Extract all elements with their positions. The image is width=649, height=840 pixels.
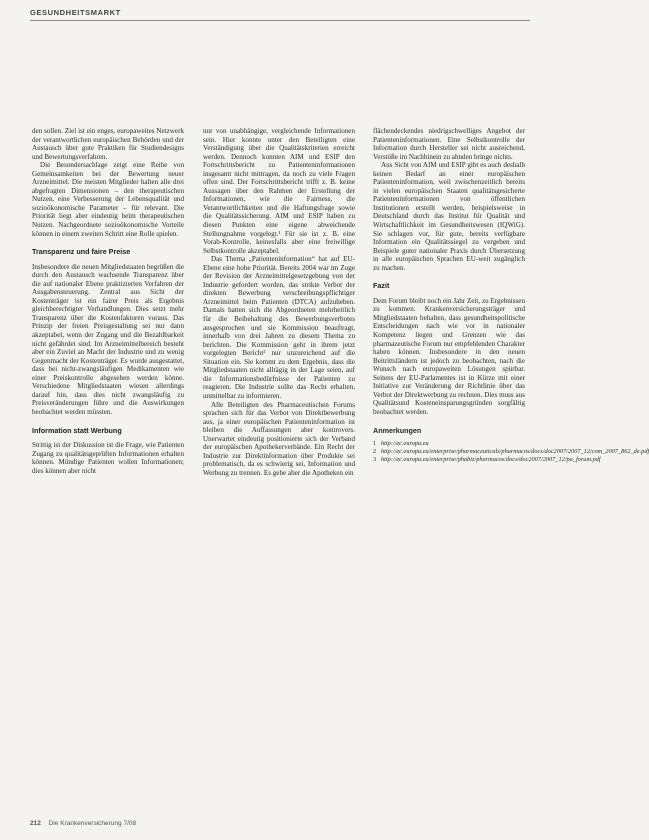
- page-footer: [30, 820, 136, 827]
- journal-name: Die Krankenversicherung 7/08: [48, 820, 137, 827]
- note-number: 1: [373, 440, 377, 448]
- page-header: [0, 0, 560, 24]
- note-item: [373, 455, 601, 464]
- note-link[interactable]: http://ec.europa.eu/enterprise/phabiz/pharmacos/docs/doc2007/2007_12/pa_forum.pdf: [381, 455, 601, 463]
- paragraph: Aus Sicht von AIM und ESIP gibt es auch deshalb keinen Bedarf an einer europäischen Patienteninformation, weil zwischenzeitlich bereits in vielen europäischen Staaten qualitätsgesicherte Patienteninformationen von öffentlichen Institutionen erstellt werden, beispielsweise in Deutschland durch das Institut für Qualität und Wirtschaftlichkeit im Gesundheitswesen (IQWiG). Sie schlagen vor, für gute, bereits verfügbare Information ein Qualitätssiegel zu vergeben und Beispiele guter nationaler Praxis durch Übersetzung in alle europäischen Sprachen EU-weit zugänglich zu machen.: [373, 161, 525, 272]
- column-3: [373, 127, 649, 463]
- section-heading: Transparenz und faire Preise: [32, 247, 131, 257]
- section-heading: Fazit: [373, 281, 390, 291]
- note-number: 2: [373, 447, 377, 455]
- notes-heading: Anmerkungen: [373, 425, 422, 435]
- note-item: [373, 440, 525, 448]
- note-link[interactable]: http://ec.europa.eu: [381, 440, 429, 448]
- paragraph: flächendeckendes niedrigschwelliges Angebot der Patienteninformationen. Eine Selbstkontrolle der Information durch Hersteller sei nicht ausreichend, Verstöße im Nachhinein zu ahnden bringe nichts.: [373, 127, 525, 161]
- paragraph: Insbesondere die neuen Mitgliedstaaten begrüßen die durch den Austausch wachsende Transparenz über die auf nationaler Ebene praktizierten Verfahren der Ausgabensteuerung. Zentral aus Sicht der Kostenträger ist ein fairer Preis als Ergebnis gleichberechtigter Verhandlungen. Dies setzt mehr Transparenz über die Kostenfaktoren voraus. Das Prinzip der freien Preisgestaltung sei nur dann akzeptabel, wenn der Zugang und die Bezahlbarkeit nicht gefährdet sind. Im Arzneimittelbereich besteht aber ein Zuviel an Macht der Industrie und zu wenig Gegenmacht der Kostenträger. Es wurde ausgestattet, dass bei nicht-zwangsläufigen Medikamenten wie einer Preiskontrolle abgesehen werden könne. Verschiedene Mitgliedstaaten wiesen allerdings darauf hin, dass dies nicht zwangsläufig zu Preisveränderungen führe und die Auswirkungen beobachtet werden müssten.: [32, 262, 184, 416]
- notes-list: [373, 440, 649, 463]
- header-rule: [30, 20, 530, 21]
- paragraph: nur von unabhängige, vergleichende Informationen sein. Hier konnte unter den Beteiligten eine Verständigung über die Qualitätskriterien erreicht werden. Dennoch konnten AIM und ESIP den Fortschrittsbericht zu Patienteninformationen insgesamt nicht mittragen, da noch zu viele Fragen offen sind. Der Fortschrittsbericht trifft z. B. keine Aussagen über den Rahmen der Erstellung der Informationen, wie die Fairness, die Verantwortlichkeiten und die Haftungsfrage sowie die Qualitätssicherung. AIM und ESIP haben zu diesen Punkten eine eigene abweichende Stellungnahme vorgelegt.¹ Für sie ist z. B. eine Vorab-Kontrolle, keinesfalls aber eine freiwillige Selbstkontrolle akzeptabel.: [203, 127, 355, 255]
- paragraph: Strittig ist der Diskussion ist die Frage, wie Patienten Zugang zu qualitätsgeprüften Informationen erhalten können. Mündige Patienten wollen Informationen; dies können aber nicht: [32, 441, 184, 475]
- section-heading: Information statt Werbung: [32, 425, 122, 435]
- note-link[interactable]: http://ec.europa.eu/enterprise/pharmaceuticals/pharmacos/docs/doc2007/2007_12/com_2007_862_de.pdf: [381, 447, 649, 455]
- column-2: [203, 127, 355, 477]
- note-item: [373, 447, 649, 456]
- note-number: 3: [373, 455, 377, 463]
- paragraph: Dem Forum bleibt noch ein Jahr Zeit, zu Ergebnissen zu kommen. Krankenversicherungsträger und Mitgliedstaaten behalten, dass gesundheitspolitische Entscheidungen nach wie vor in nationaler Kompetenz liegen und Grenzen wie das pharmazeutische Forum nur empfehlenden Charakter haben können. Insbesondere in den neuen Beitrittsländern ist jedoch zu beobachten, nach die Wunsch nach europaweiten Lösungen spürbar. Seitens der EU-Parlamentes ist in Kürze mit einer Initiative zur Veränderung der Richtlinie über das Verbot der Direktwerbung zu rechnen. Dies muss aus Qualitätsund Kosteneinsparungsgründen sorgfältig beobachtet werden.: [373, 296, 525, 416]
- paragraph: den sollen. Ziel ist ein enges, europaweites Netzwerk der verantwortlichen europäischen Behörden und der Austausch über gute Praktiken für Studiendesigns und Bewertungsverfahren.: [32, 127, 184, 161]
- paragraph: Das Thema „Patienteninformation“ hat auf EU-Ebene eine hohe Priorität. Bereits 2004 war im Zuge der Revision der Arzneimittelgesetzgebung von der Industrie gefordert worden, das strikte Verbot der direkten Bewerbung verschreibungspflichtiger Arzneimittel beim Patienten (DTCA) aufzuheben. Damals hatten sich die Abgeordneten mehrheitlich für die Beibehaltung des Bewerbungsverbotes ausgesprochen und sie Kommission beauftragt, innerhalb von drei Jahren zu diesem Thema zu berichten. Die Kommission geht in ihrem jetzt vorgelegten Bericht² nur unzureichend auf die Situation ein. Sie kommt zu dem Ergebnis, dass die Mitgliedstaaten nicht alltägig in der Lage seien, auf die Informationsbedürfnisse der Patienten zu reagieren. Die Industrie sollte das Recht erhalten, unmittelbar zu informieren.: [203, 255, 355, 400]
- paragraph: Alle Beteiligten des Pharmaceutischen Forums sprachen sich für das Verbot von Direktbewerbung aus, ja einer europäischen Patienteninformation ist bleiben die Auffassungen aber kontrovers. Unerwartet eindeutig positionierte sich der Verband der europäischen Apothekerverbände. Ein Recht der Industrie zur Direktinformation über Produkte sei problematisch, da es schwierig sei, Information und Werbung zu trennen. Es gebe aber die Apotheken ein: [203, 400, 355, 477]
- section-label: GESUNDHEITSMARKT: [30, 8, 121, 17]
- page-number: 212: [30, 820, 41, 827]
- paragraph: Die Besondersachlage zeigt eine Reihe von Gemeinsamkeiten bei der Bewertung neuer Arzneimittel. Die meisten Mitglieder halten alle drei abgefragten Dimensionen – den therapeutischen Nutzen, eine Verbesserung der Lebensqualität und sozioökonomische Parameter – für relevant. Die Priorität liegt aber eindeutig beim therapeutischen Nutzen. Nachgeordnete sozioökonomische Vorteile können in einem zweiten Schritt eine Rolle spielen.: [32, 161, 184, 238]
- column-1: [32, 127, 184, 475]
